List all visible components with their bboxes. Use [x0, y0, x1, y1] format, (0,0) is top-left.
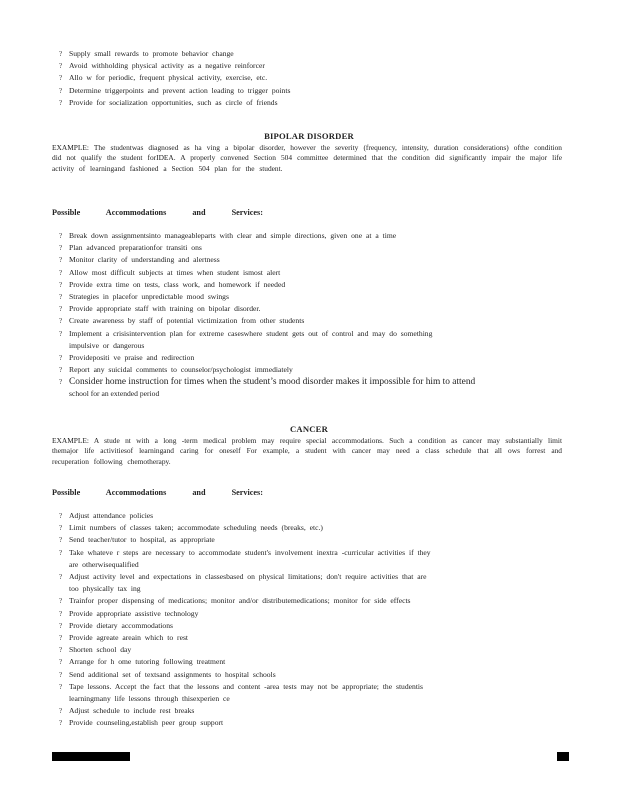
list-item: ? Arrange for h ome tutoring following treatment: [52, 656, 562, 668]
bullet-glyph: ?: [59, 719, 63, 728]
list-item: ? Avoid withholding physical activity as a negative reinforcer: [52, 60, 562, 72]
list-item: ? Adjust activity level and expectations in classesbased on physical limitations; don't require activities that are too physically tax ing: [59, 572, 427, 594]
list-item: ? Shorten school day: [52, 644, 562, 656]
bullet-glyph: ?: [59, 62, 63, 71]
top-list: [52, 48, 562, 109]
bullet-glyph: ?: [59, 268, 63, 277]
bullet-glyph: ?: [59, 293, 63, 302]
list-item: ? Providepositi ve praise and redirection: [52, 352, 562, 364]
bullet-glyph: ?: [59, 74, 63, 83]
bullet-glyph: ?: [59, 244, 63, 253]
list-item: ? Adjust attendance policies: [52, 510, 562, 522]
bullet-glyph: ?: [59, 597, 63, 606]
list-item: ? Plan advanced preparationfor transiti ons: [52, 242, 562, 254]
bipolar-accommodations-list: [52, 230, 562, 400]
list-item: ? Limit numbers of classes taken; accommodate scheduling needs (breaks, etc.): [52, 522, 562, 534]
cancer-accommodations-subhead: Possible Accommodations and Services:: [52, 488, 263, 497]
bullet-glyph: ?: [59, 512, 63, 520]
list-item: ? Tape lessons. Accept the fact that the lessons and content -area tests may not be appropriate; the studentis learningmany life lessons through thisexperien ce: [59, 681, 423, 704]
bullet-glyph: ?: [59, 573, 63, 582]
list-item: ? Supply small rewards to promote behavior change: [52, 48, 562, 60]
list-item: ? Adjust schedule to include rest breaks: [52, 705, 562, 717]
bullet-glyph: ?: [59, 354, 63, 363]
bullet-glyph: ?: [59, 378, 63, 387]
list-item: ? Trainfor proper dispensing of medications; monitor and/or distributemedications; monitor for side effects: [52, 595, 562, 607]
bullet-glyph: ?: [59, 305, 63, 314]
list-item: ? Consider home instruction for times when the student’s mood disorder makes it impossible for him to attend school for an extended period: [59, 377, 476, 399]
bullet-glyph: ?: [59, 232, 63, 240]
footer-redaction-bar: [52, 752, 130, 761]
bullet-glyph: ?: [59, 707, 63, 716]
bullet-glyph: ?: [59, 548, 63, 557]
bipolar-accommodations-subhead: Possible Accommodations and Services:: [52, 208, 263, 217]
section-heading-cancer: CANCER: [290, 424, 328, 434]
bullet-glyph: ?: [59, 536, 63, 545]
list-item: ? Allo w for periodic, frequent physical activity, exercise, etc.: [52, 72, 562, 84]
list-item: ? Provide agreate areain which to rest: [52, 632, 562, 644]
list-item: ? Strategies in placefor unpredictable mood swings: [52, 291, 562, 303]
bullet-glyph: ?: [59, 634, 63, 643]
list-item: ? Provide for socialization opportunities, such as circle of friends: [52, 97, 562, 109]
list-item: ? Provide counseling,establish peer group support: [52, 717, 562, 729]
list-item: ? Implement a crisisintervention plan for extreme caseswhere student gets out of control and may do something impulsive or dangerous: [59, 328, 433, 350]
bullet-glyph: ?: [59, 50, 63, 58]
bullet-glyph: ?: [59, 658, 63, 667]
bullet-glyph: ?: [59, 317, 63, 326]
list-item: ? Provide extra time on tests, class work, and homework if needed: [52, 279, 562, 291]
list-item: ? Determine triggerpoints and prevent action leading to trigger points: [52, 85, 562, 97]
list-item: ? Allow most difficult subjects at times when student ismost alert: [52, 267, 562, 279]
bipolar-example-paragraph: EXAMPLE: The studentwas diagnosed as ha ving a bipolar disorder, however the severity (frequency, intensity, duration considerations) ofthe condition did not qualify the student forIDEA. A properly convened Section 504 committee determined that the condition did significantly impair the major life activity of learningand fashioned a Section 504 plan for the student.: [52, 143, 562, 173]
bullet-glyph: ?: [59, 609, 63, 618]
bullet-glyph: ?: [59, 682, 63, 691]
bullet-glyph: ?: [59, 524, 63, 533]
list-item: ? Send teacher/tutor to hospital, as appropriate: [52, 534, 562, 546]
bullet-glyph: ?: [59, 256, 63, 265]
bullet-glyph: ?: [59, 280, 63, 289]
list-item: ? Provide appropriate staff with training on bipolar disorder.: [52, 303, 562, 315]
list-item: ? Create awareness by staff of potential victimization from other students: [52, 315, 562, 327]
bullet-glyph: ?: [59, 86, 63, 95]
bullet-glyph: ?: [59, 366, 63, 375]
list-item: ? Report any suicidal comments to counselor/psychologist immediately: [52, 364, 562, 376]
list-item: ? Monitor clarity of understanding and alertness: [52, 254, 562, 266]
section-heading-bipolar: BIPOLAR DISORDER: [264, 131, 354, 141]
list-item: ? Break down assignmentsinto manageableparts with clear and simple directions, given one at a time: [52, 230, 562, 242]
cancer-accommodations-list: [52, 510, 562, 730]
bullet-glyph: ?: [59, 621, 63, 630]
list-item: ? Take whateve r steps are necessary to accommodate student's involvement inextra -curricular activities if they are otherwisequalified: [59, 547, 431, 569]
list-item: ? Provide dietary accommodations: [52, 620, 562, 632]
bullet-glyph: ?: [59, 646, 63, 655]
bullet-glyph: ?: [59, 329, 63, 338]
list-item: ? Provide appropriate assistive technology: [52, 608, 562, 620]
bullet-glyph: ?: [59, 670, 63, 679]
bullet-glyph: ?: [59, 98, 63, 107]
footer-page-marker: [557, 752, 569, 761]
cancer-example-paragraph: EXAMPLE: A stude nt with a long -term medical problem may require special accommodations. Such a condition as cancer may substantially limit themajor life activitiesof learningand caring for oneself For example, a student with cancer may need a class schedule that all ows forrest and recuperation following chemotherapy.: [52, 436, 562, 466]
list-item: ? Send additional set of textsand assignments to hospital schools: [52, 669, 562, 681]
